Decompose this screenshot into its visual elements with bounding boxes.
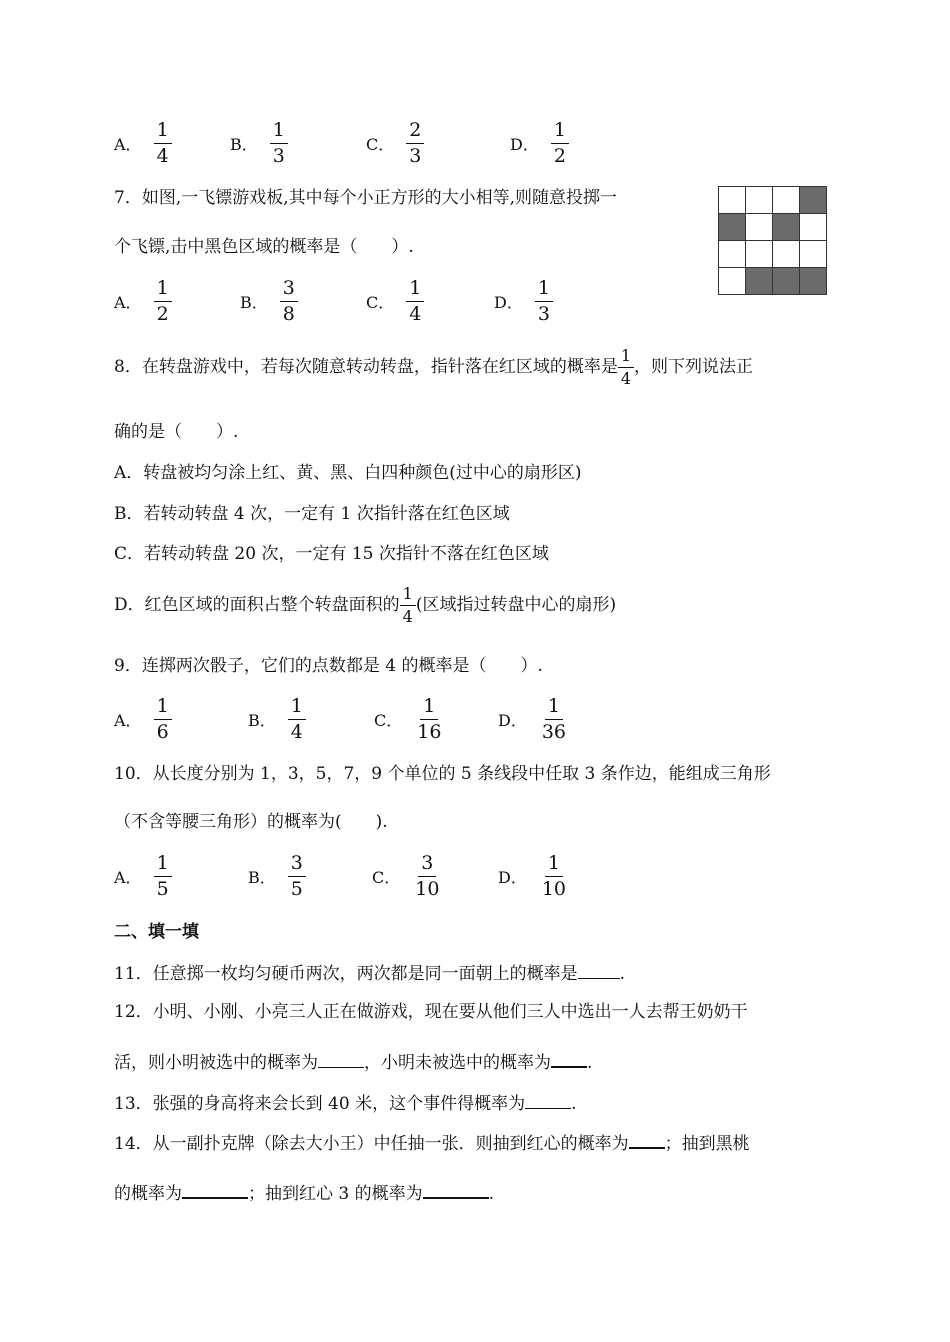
fraction: $\frac{2}{3}$ — [406, 120, 424, 167]
fraction: $\frac{3}{5}$ — [288, 853, 306, 900]
q8-option-c: C．若转动转盘 20 次，一定有 15 次指针不落在红色区域 — [114, 544, 549, 564]
option-letter: B． — [248, 711, 276, 730]
option-letter: B． — [248, 868, 276, 887]
q8-option-d-text: D．红色区域的面积占整个转盘面积的 — [114, 595, 400, 615]
board-cell-white — [746, 187, 773, 214]
option-letter: C． — [372, 868, 401, 887]
q10-line1: 10．从长度分别为 1，3，5，7，9 个单位的 5 条线段中任取 3 条作边，能组成三角形 — [114, 764, 771, 784]
answer-blank[interactable] — [525, 1091, 571, 1109]
q10-option-c — [372, 853, 442, 900]
fraction: $\frac{1}{3}$ — [535, 278, 553, 325]
option-letter: A． — [114, 135, 142, 154]
option-letter: C． — [366, 135, 395, 154]
fraction: $\frac{1}{4}$ — [618, 347, 634, 388]
q10-option-d — [498, 853, 569, 900]
q7-line1: 7．如图,一飞镖游戏板,其中每个小正方形的大小相等,则随意投掷一 — [114, 188, 618, 208]
q13-line — [114, 1091, 576, 1116]
q8-line1 — [114, 345, 753, 389]
q11-line — [114, 961, 625, 986]
q11-text: 11．任意掷一枚均匀硬币两次，两次都是同一面朝上的概率是 — [114, 964, 578, 984]
answer-blank[interactable] — [629, 1130, 665, 1149]
q10-line2: （不含等腰三角形）的概率为( ). — [114, 812, 388, 832]
q9-option-c — [374, 696, 444, 743]
answer-blank[interactable] — [551, 1049, 587, 1068]
q6-option-d — [510, 120, 569, 167]
q9-option-b — [248, 696, 306, 743]
board-cell-white — [719, 241, 746, 268]
option-letter: D． — [498, 711, 527, 730]
board-cell-white — [773, 187, 800, 214]
q14-text-b: ；抽到黑桃 — [664, 1134, 750, 1154]
board-cell-white — [746, 214, 773, 241]
q7-option-c — [366, 278, 424, 325]
answer-blank[interactable] — [578, 961, 620, 979]
option-letter: A． — [114, 293, 142, 312]
option-letter: D． — [510, 135, 539, 154]
q6-option-b — [230, 120, 288, 167]
board-cell-dark — [773, 268, 800, 295]
option-letter: B． — [240, 293, 268, 312]
option-letter: B． — [230, 135, 258, 154]
answer-blank[interactable] — [318, 1050, 364, 1068]
fraction: $\frac{1}{2}$ — [551, 120, 569, 167]
q9-option-d — [498, 696, 569, 743]
fraction: $\frac{1}{16}$ — [417, 695, 442, 743]
q9-line1: 9．连掷两次骰子，它们的点数都是 4 的概率是（ ）. — [114, 656, 543, 676]
board-cell-dark — [800, 268, 827, 295]
q8-text-a: 8．在转盘游戏中，若每次随意转动转盘，指针落在红区域的概率是 — [114, 357, 618, 377]
board-cell-dark — [746, 268, 773, 295]
option-letter: C． — [366, 293, 395, 312]
fraction: $\frac{1}{4}$ — [154, 120, 172, 167]
board-cell-white — [800, 241, 827, 268]
board-cell-white — [800, 214, 827, 241]
q12-text-a: 活，则小明被选中的概率为 — [114, 1053, 318, 1073]
fraction: $\frac{3}{10}$ — [415, 852, 440, 900]
q11-end: . — [619, 964, 626, 984]
section-title: 二、填一填 — [114, 922, 199, 942]
answer-blank[interactable] — [423, 1180, 489, 1199]
dart-board-figure — [718, 186, 827, 295]
q9-option-a — [114, 696, 172, 743]
q10-option-a — [114, 853, 172, 900]
q8-option-b: B．若转动转盘 4 次，一定有 1 次指针落在红色区域 — [114, 504, 510, 524]
q12-line1: 12．小明、小刚、小亮三人正在做游戏，现在要从他们三人中选出一人去帮王奶奶干 — [114, 1002, 748, 1022]
q12-text-b: ，小明未被选中的概率为 — [364, 1053, 551, 1073]
fraction: $\frac{1}{3}$ — [270, 120, 288, 167]
option-letter: A． — [114, 711, 142, 730]
q14-line1 — [114, 1130, 750, 1156]
answer-blank[interactable] — [182, 1180, 248, 1199]
board-cell-dark — [800, 187, 827, 214]
q7-option-b — [240, 278, 298, 325]
board-row — [719, 187, 827, 214]
q13-text: 13．张强的身高将来会长到 40 米，这个事件得概率为 — [114, 1094, 526, 1114]
board-cell-dark — [773, 214, 800, 241]
board-cell-white — [773, 241, 800, 268]
fraction: $\frac{1}{4}$ — [406, 278, 424, 325]
q8-text-b: ，则下列说法正 — [634, 357, 754, 377]
q8-option-d — [114, 583, 616, 627]
board-cell-white — [746, 241, 773, 268]
q8-option-a: A．转盘被均匀涂上红、黄、黑、白四种颜色(过中心的扇形区) — [114, 463, 582, 483]
fraction: $\frac{1}{2}$ — [154, 278, 172, 325]
fraction: $\frac{1}{4}$ — [400, 585, 416, 626]
fraction: $\frac{1}{6}$ — [154, 696, 172, 743]
option-letter: D． — [494, 293, 523, 312]
fraction: $\frac{3}{8}$ — [280, 278, 298, 325]
fraction: $\frac{1}{10}$ — [541, 852, 567, 900]
q14-end: . — [488, 1184, 495, 1204]
q7-line2: 个飞镖,击中黑色区域的概率是（ ）. — [114, 237, 414, 257]
q6-option-c — [366, 120, 424, 167]
board-cell-dark — [719, 214, 746, 241]
q13-end: . — [571, 1094, 577, 1114]
option-letter: A． — [114, 868, 142, 887]
q14-line2 — [114, 1180, 494, 1206]
board-cell-white — [719, 187, 746, 214]
q7-option-d — [494, 278, 553, 325]
fraction: $\frac{1}{5}$ — [154, 853, 172, 900]
q14-text-d: ；抽到红心 3 的概率为 — [248, 1184, 423, 1204]
q10-option-b — [248, 853, 306, 900]
q8-option-d-tail: (区域指过转盘中心的扇形) — [415, 595, 617, 615]
option-letter: D． — [498, 868, 527, 887]
board-row — [719, 268, 827, 295]
fraction: $\frac{1}{36}$ — [541, 695, 567, 743]
fraction: $\frac{1}{4}$ — [288, 696, 306, 743]
q14-text-a: 14．从一副扑克牌（除去大小王）中任抽一张．则抽到红心的概率为 — [114, 1134, 629, 1154]
board-cell-white — [719, 268, 746, 295]
q12-line2 — [114, 1049, 592, 1075]
option-letter: C． — [374, 711, 403, 730]
q7-option-a — [114, 278, 172, 325]
board-row — [719, 241, 827, 268]
q6-option-a — [114, 120, 172, 167]
q12-end: . — [587, 1053, 593, 1073]
q8-line2: 确的是（ ）. — [114, 422, 239, 442]
q14-text-c: 的概率为 — [114, 1184, 182, 1204]
board-row — [719, 214, 827, 241]
